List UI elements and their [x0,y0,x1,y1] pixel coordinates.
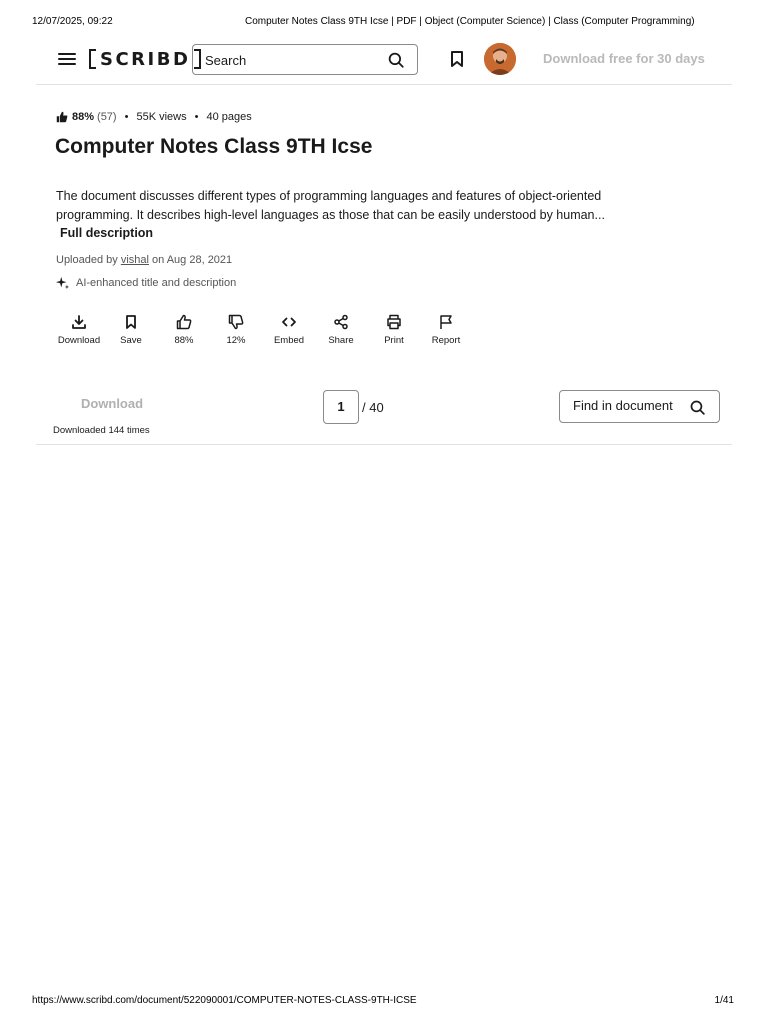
like-action-button[interactable]: 88% [158,313,210,353]
print-header [32,16,736,30]
search-box [192,44,418,75]
download-free-trial-link[interactable]: Download free for 30 days [543,51,705,66]
scribd-logo[interactable] [89,47,201,71]
print-page-number: 1/41 [714,995,734,1006]
avatar[interactable] [484,43,516,75]
flag-icon [438,314,454,330]
report-action-button[interactable]: Report [420,313,472,353]
thumbs-down-icon [228,314,244,330]
download-action-button[interactable]: Download [53,313,105,353]
document-stats: 88% (57) • 55K views • 40 pages [56,111,252,123]
top-navigation-bar [36,40,732,85]
print-datetime: 12/07/2025, 09:22 [32,16,113,27]
ai-note-text: AI-enhanced title and description [76,277,237,289]
search-icon[interactable] [387,51,405,69]
rating-count: (57) [97,111,117,123]
download-icon [71,314,87,330]
print-action-button[interactable]: Print [368,313,420,353]
ai-enhanced-note [56,276,236,290]
share-action-button[interactable]: Share [315,313,367,353]
search-icon[interactable] [689,399,706,416]
printer-icon [386,314,402,330]
share-icon [333,314,349,330]
save-action-button[interactable]: Save [105,313,157,353]
print-footer [32,995,736,1009]
toolbar-divider [36,444,732,445]
total-pages: / 40 [362,399,384,415]
embed-action-button[interactable]: Embed [263,313,315,353]
page-navigator [323,390,384,424]
thumbs-up-icon [56,111,68,123]
find-in-document-placeholder: Find in document [573,398,673,413]
uploader-link[interactable]: vishal [120,254,149,266]
bookmark-icon[interactable] [449,50,465,68]
print-page-title: Computer Notes Class 9TH Icse | PDF | Object (Computer Science) | Class (Computer Programming) [245,16,695,27]
page-count: 40 pages [206,111,252,123]
code-icon [281,314,297,330]
current-page-input[interactable]: 1 [323,390,359,424]
menu-icon[interactable] [58,52,76,66]
rating-percent: 88% [72,111,95,123]
full-description-link[interactable]: Full description [60,226,154,240]
download-button[interactable]: Download [80,396,144,411]
bookmark-icon [123,314,139,330]
logo-wordmark: SCRIBD [100,48,191,70]
document-title: Computer Notes Class 9TH Icse [55,135,373,158]
view-count: 55K views [136,111,187,123]
download-count: Downloaded 144 times [53,425,150,436]
document-description: The document discusses different types of programming languages and features of object-oriented programming. It describes high-level languages as those that can be easily understood by human... [56,189,605,222]
search-input[interactable] [205,50,375,70]
sparkle-icon [56,276,70,290]
find-in-document-box[interactable] [559,390,720,423]
dislike-action-button[interactable]: 12% [210,313,262,353]
thumbs-up-icon [176,314,192,330]
upload-info: Uploaded by vishal on Aug 28, 2021 [56,254,233,266]
print-url: https://www.scribd.com/document/522090001/COMPUTER-NOTES-CLASS-9TH-ICSE [32,995,417,1006]
